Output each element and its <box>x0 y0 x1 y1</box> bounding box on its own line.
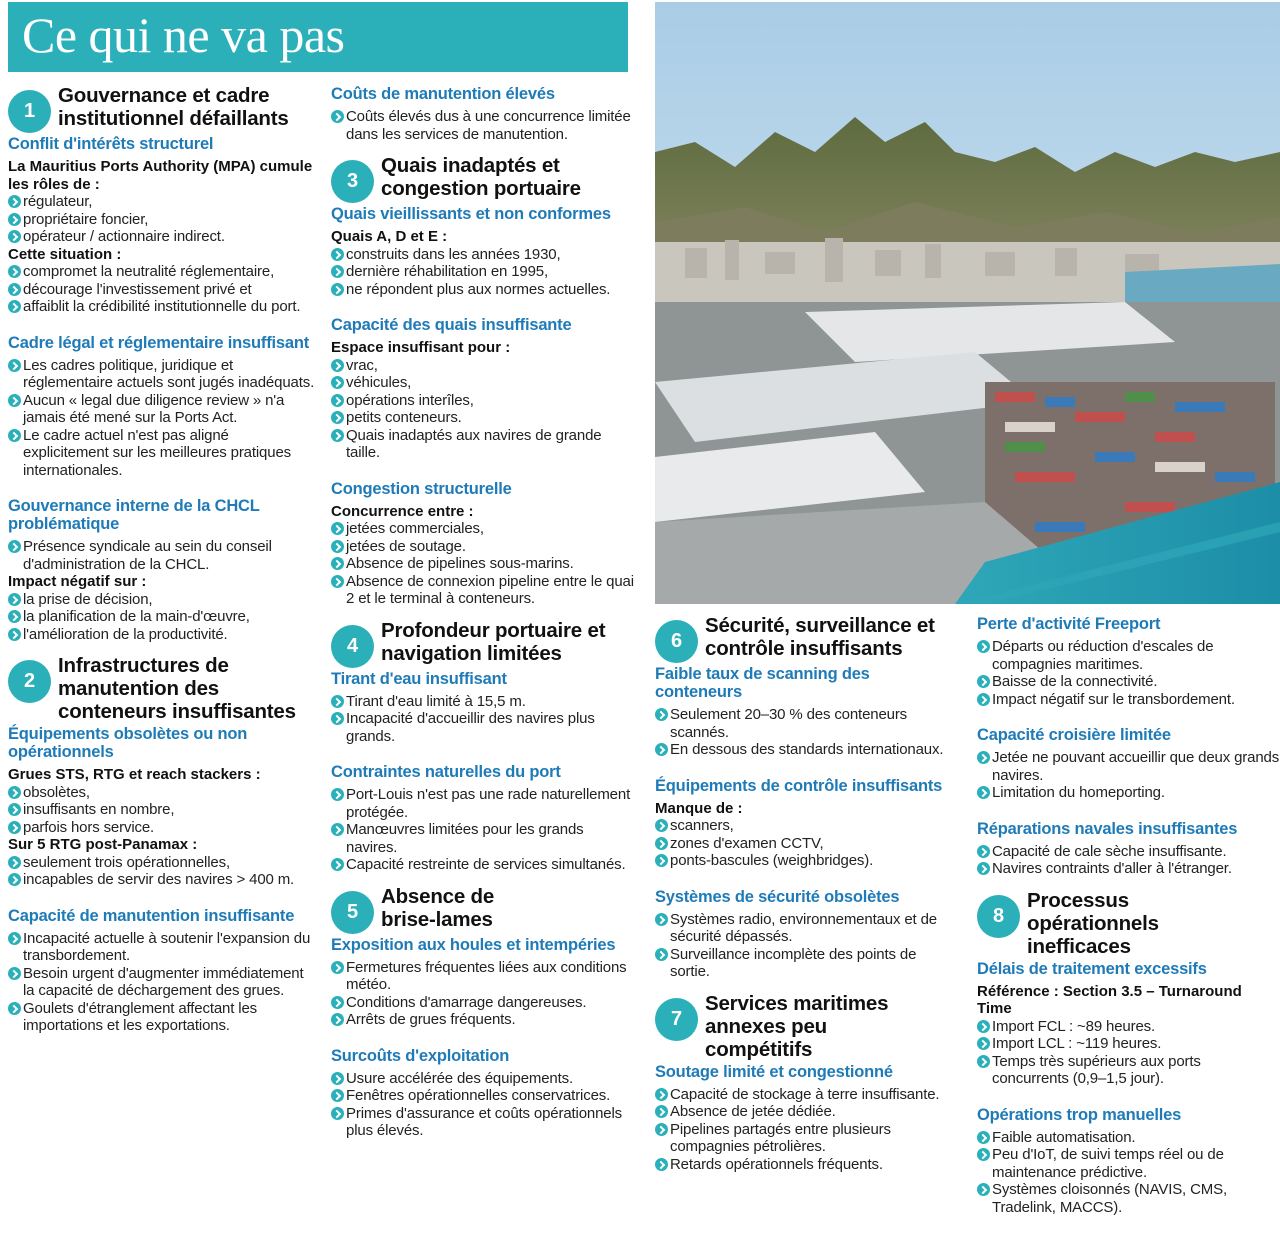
chevron-bullet-icon <box>8 195 21 208</box>
chevron-bullet-icon <box>8 786 21 799</box>
intro-text: Concurrence entre : <box>331 502 474 520</box>
list-item: Impact négatif sur le transbordement. <box>977 691 1280 709</box>
chevron-bullet-icon <box>977 845 990 858</box>
list-item: Arrêts de grues fréquents. <box>331 1011 636 1029</box>
section-4-title: Profondeur portuaire et navigation limitées <box>381 618 606 665</box>
chevron-bullet-icon <box>331 1107 344 1120</box>
bullet-list <box>655 706 957 759</box>
subheading: Équipements de contrôle insuffisants <box>655 776 943 795</box>
list-item: l'amélioration de la productivité. <box>8 626 318 644</box>
list-item: Absence de connexion pipeline entre le quai 2 et le terminal à conteneurs. <box>331 573 636 608</box>
chevron-bullet-icon <box>655 1123 668 1136</box>
chevron-bullet-icon <box>8 821 21 834</box>
list-item: Import FCL : ~89 heures. <box>977 1018 1280 1036</box>
chevron-bullet-icon <box>331 1072 344 1085</box>
subheading: Congestion structurelle <box>331 479 512 498</box>
bullet-list <box>977 1018 1280 1088</box>
section-3-title: Quais inadaptés et congestion portuaire <box>381 154 581 200</box>
chevron-bullet-icon <box>655 819 668 832</box>
port-photo-illustration <box>655 2 1280 604</box>
section-1-number: 1 <box>8 90 51 133</box>
chevron-bullet-icon <box>8 283 21 296</box>
list-item: Port-Louis n'est pas une rade naturellement protégée. <box>331 786 636 821</box>
chevron-bullet-icon <box>331 695 344 708</box>
list-item: insuffisants en nombre, <box>8 801 318 819</box>
chevron-bullet-icon <box>977 640 990 653</box>
column-1 <box>8 84 318 1244</box>
subheading: Capacité croisière limitée <box>977 726 1171 744</box>
subheading: Réparations navales insuffisantes <box>977 819 1238 838</box>
chevron-bullet-icon <box>977 751 990 764</box>
bullet-list <box>977 638 1280 708</box>
list-item: la prise de décision, <box>8 591 318 609</box>
bullet-list <box>8 538 318 573</box>
list-item: ne répondent plus aux normes actuelles. <box>331 281 636 299</box>
chevron-bullet-icon <box>8 540 21 553</box>
section-3-header <box>331 154 636 203</box>
list-item: petits conteneurs. <box>331 409 636 427</box>
section-7-number: 7 <box>655 998 698 1041</box>
chevron-bullet-icon <box>8 803 21 816</box>
bullet-list <box>8 193 318 246</box>
chevron-bullet-icon <box>331 411 344 424</box>
subheading: Équipements obsolètes ou non opérationnels <box>8 725 248 761</box>
bullet-list <box>8 263 318 316</box>
chevron-bullet-icon <box>655 913 668 926</box>
chevron-bullet-icon <box>8 610 21 623</box>
subheading: Conflit d'intérêts structurel <box>8 135 214 153</box>
chevron-bullet-icon <box>8 593 21 606</box>
bullet-list <box>331 959 636 1029</box>
chevron-bullet-icon <box>977 693 990 706</box>
list-item: ponts-bascules (weighbridges). <box>655 852 957 870</box>
bullet-list <box>655 817 957 870</box>
section-4-header <box>331 619 636 668</box>
chevron-bullet-icon <box>331 712 344 725</box>
chevron-bullet-icon <box>8 394 21 407</box>
page-title: Ce qui ne va pas <box>22 7 345 63</box>
chevron-bullet-icon <box>977 1037 990 1050</box>
chevron-bullet-icon <box>331 110 344 123</box>
subheading: Soutage limité et congestionné <box>655 1062 893 1081</box>
chevron-bullet-icon <box>331 961 344 974</box>
section-7-title: Services maritimes annexes peu compétitifs <box>705 991 889 1061</box>
title-banner <box>8 2 628 72</box>
chevron-bullet-icon <box>655 854 668 867</box>
list-item: scanners, <box>655 817 957 835</box>
intro-text: Espace insuffisant pour : <box>331 339 511 356</box>
list-item: Tirant d'eau limité à 15,5 m. <box>331 693 636 711</box>
chevron-bullet-icon <box>8 967 21 980</box>
list-item: Systèmes cloisonnés (NAVIS, CMS, Tradelink, MACCS). <box>977 1181 1280 1216</box>
chevron-bullet-icon <box>331 376 344 389</box>
chevron-bullet-icon <box>331 540 344 553</box>
bullet-list <box>655 1086 957 1174</box>
section-7-header <box>655 992 957 1061</box>
list-item: la planification de la main-d'œuvre, <box>8 608 318 626</box>
bullet-list <box>331 246 636 299</box>
chevron-bullet-icon <box>331 429 344 442</box>
list-item: Coûts élevés dus à une concurrence limitée dans les services de manutention. <box>331 108 636 143</box>
list-item: Faible automatisation. <box>977 1129 1280 1147</box>
list-item: Usure accélérée des équipements. <box>331 1070 636 1088</box>
subheading: Cadre légal et réglementaire insuffisant <box>8 333 310 352</box>
list-item: vrac, <box>331 357 636 375</box>
port-aerial-photo <box>655 2 1280 604</box>
chevron-bullet-icon <box>331 858 344 871</box>
chevron-bullet-icon <box>331 575 344 588</box>
list-item: Capacité restreinte de services simultanés. <box>331 856 636 874</box>
chevron-bullet-icon <box>331 283 344 296</box>
chevron-bullet-icon <box>331 248 344 261</box>
section-8-number: 8 <box>977 895 1020 938</box>
list-item: Quais inadaptés aux navires de grande taille. <box>331 427 636 462</box>
list-item: opérations interîles, <box>331 392 636 410</box>
list-item: Surveillance incomplète des points de sortie. <box>655 946 957 981</box>
list-item: Capacité de cale sèche insuffisante. <box>977 843 1280 861</box>
bullet-list <box>8 784 318 837</box>
bullet-list <box>977 1129 1280 1217</box>
chevron-bullet-icon <box>331 788 344 801</box>
chevron-bullet-icon <box>655 1105 668 1118</box>
column-2 <box>331 84 636 1244</box>
chevron-bullet-icon <box>655 708 668 721</box>
chevron-bullet-icon <box>331 996 344 1009</box>
chevron-bullet-icon <box>331 265 344 278</box>
chevron-bullet-icon <box>331 557 344 570</box>
bullet-list <box>977 749 1280 802</box>
section-6-number: 6 <box>655 620 698 663</box>
chevron-bullet-icon <box>8 1002 21 1015</box>
list-item: Primes d'assurance et coûts opérationnels plus élevés. <box>331 1105 636 1140</box>
chevron-bullet-icon <box>331 522 344 535</box>
list-item: construits dans les années 1930, <box>331 246 636 264</box>
bullet-list <box>331 1070 636 1140</box>
list-item: Pipelines partagés entre plusieurs compagnies pétrolières. <box>655 1121 957 1156</box>
intro-text: Sur 5 RTG post-Panamax : <box>8 836 198 853</box>
column-4 <box>977 614 1280 1244</box>
list-item: Incapacité actuelle à soutenir l'expansion du transbordement. <box>8 930 318 965</box>
section-5-header <box>331 885 636 934</box>
list-item: propriétaire foncier, <box>8 211 318 229</box>
list-item: Limitation du homeporting. <box>977 784 1280 802</box>
chevron-bullet-icon <box>8 300 21 313</box>
chevron-bullet-icon <box>8 213 21 226</box>
list-item: Peu d'IoT, de suivi temps réel ou de maintenance prédictive. <box>977 1146 1280 1181</box>
list-item: Départs ou réduction d'escales de compagnies maritimes. <box>977 638 1280 673</box>
bullet-list <box>8 591 318 644</box>
intro-text: Manque de : <box>655 799 743 817</box>
chevron-bullet-icon <box>8 359 21 372</box>
chevron-bullet-icon <box>331 823 344 836</box>
subheading: Exposition aux houles et intempéries <box>331 935 616 954</box>
subheading: Délais de traitement excessifs <box>977 959 1207 978</box>
section-3-number: 3 <box>331 160 374 203</box>
intro-text: Quais A, D et E : <box>331 228 448 245</box>
list-item: Import LCL : ~119 heures. <box>977 1035 1280 1053</box>
chevron-bullet-icon <box>655 948 668 961</box>
section-2-header <box>8 654 318 723</box>
list-item: Seulement 20–30 % des conteneurs scannés. <box>655 706 957 741</box>
list-item: Systèmes radio, environnementaux et de sécurité dépassés. <box>655 911 957 946</box>
bullet-list <box>8 854 318 889</box>
intro-text: Grues STS, RTG et reach stackers : <box>8 766 261 783</box>
bullet-list <box>331 786 636 874</box>
chevron-bullet-icon <box>977 1055 990 1068</box>
list-item: opérateur / actionnaire indirect. <box>8 228 318 246</box>
section-6-header <box>655 614 957 663</box>
intro-text: Référence : Section 3.5 – Turnaround Time <box>977 982 1242 1017</box>
section-5-number: 5 <box>331 891 374 934</box>
list-item: Aucun « legal due diligence review » n'a jamais été mené sur la Ports Act. <box>8 392 318 427</box>
bullet-list <box>331 357 636 462</box>
list-item: Retards opérationnels fréquents. <box>655 1156 957 1174</box>
subheading: Systèmes de sécurité obsolètes <box>655 887 900 906</box>
list-item: seulement trois opérationnelles, <box>8 854 318 872</box>
section-1-title: Gouvernance et cadre institutionnel défaillants <box>58 84 289 130</box>
chevron-bullet-icon <box>655 743 668 756</box>
chevron-bullet-icon <box>8 856 21 869</box>
subheading: Coûts de manutention élevés <box>331 85 555 103</box>
chevron-bullet-icon <box>977 1148 990 1161</box>
chevron-bullet-icon <box>655 1088 668 1101</box>
bullet-list <box>331 108 636 143</box>
chevron-bullet-icon <box>8 628 21 641</box>
chevron-bullet-icon <box>331 394 344 407</box>
bullet-list <box>331 693 636 746</box>
list-item: régulateur, <box>8 193 318 211</box>
list-item: Besoin urgent d'augmenter immédiatement la capacité de déchargement des grues. <box>8 965 318 1000</box>
section-8-header <box>977 889 1280 958</box>
section-4-number: 4 <box>331 625 374 668</box>
subheading: Surcoûts d'exploitation <box>331 1046 510 1065</box>
chevron-bullet-icon <box>8 429 21 442</box>
list-item: Absence de pipelines sous-marins. <box>331 555 636 573</box>
list-item: Goulets d'étranglement affectant les importations et les exportations. <box>8 1000 318 1035</box>
chevron-bullet-icon <box>331 359 344 372</box>
list-item: Incapacité d'accueillir des navires plus grands. <box>331 710 636 745</box>
list-item: véhicules, <box>331 374 636 392</box>
chevron-bullet-icon <box>977 1183 990 1196</box>
list-item: incapables de servir des navires > 400 m. <box>8 871 318 889</box>
chevron-bullet-icon <box>8 230 21 243</box>
chevron-bullet-icon <box>977 1020 990 1033</box>
list-item: Temps très supérieurs aux ports concurrents (0,9–1,5 jour). <box>977 1053 1280 1088</box>
bullet-list <box>8 930 318 1035</box>
list-item: zones d'examen CCTV, <box>655 835 957 853</box>
subheading: Contraintes naturelles du port <box>331 763 561 781</box>
intro-text: La Mauritius Ports Authority (MPA) cumule les rôles de : <box>8 158 313 193</box>
list-item: décourage l'investissement privé et <box>8 281 318 299</box>
section-8-title: Processus opérationnels inefficaces <box>1027 888 1159 958</box>
subheading: Tirant d'eau insuffisant <box>331 669 507 688</box>
bullet-list <box>331 520 636 608</box>
chevron-bullet-icon <box>977 675 990 688</box>
list-item: Capacité de stockage à terre insuffisante. <box>655 1086 957 1104</box>
section-2-number: 2 <box>8 660 51 703</box>
bullet-list <box>977 843 1280 878</box>
list-item: obsolètes, <box>8 784 318 802</box>
list-item: dernière réhabilitation en 1995, <box>331 263 636 281</box>
subheading: Opérations trop manuelles <box>977 1105 1182 1124</box>
column-3 <box>655 614 957 1244</box>
list-item: Manœuvres limitées pour les grands navires. <box>331 821 636 856</box>
list-item: parfois hors service. <box>8 819 318 837</box>
chevron-bullet-icon <box>977 786 990 799</box>
intro-text: Impact négatif sur : <box>8 573 147 590</box>
list-item: jetées commerciales, <box>331 520 636 538</box>
chevron-bullet-icon <box>8 873 21 886</box>
list-item: Baisse de la connectivité. <box>977 673 1280 691</box>
intro-text: Cette situation : <box>8 245 122 263</box>
list-item: En dessous des standards internationaux. <box>655 741 957 759</box>
chevron-bullet-icon <box>331 1089 344 1102</box>
list-item: Le cadre actuel n'est pas aligné explicitement sur les meilleures pratiques internationales. <box>8 427 318 480</box>
subheading: Quais vieillissants et non conformes <box>331 205 611 223</box>
bullet-list <box>655 911 957 981</box>
list-item: Jetée ne pouvant accueillir que deux grands navires. <box>977 749 1280 784</box>
list-item: affaiblit la crédibilité institutionnelle du port. <box>8 298 318 316</box>
subheading: Faible taux de scanning des conteneurs <box>655 665 870 701</box>
section-1-header <box>8 84 318 133</box>
chevron-bullet-icon <box>977 1131 990 1144</box>
chevron-bullet-icon <box>8 265 21 278</box>
chevron-bullet-icon <box>977 862 990 875</box>
list-item: Fenêtres opérationnelles conservatrices. <box>331 1087 636 1105</box>
chevron-bullet-icon <box>655 837 668 850</box>
subheading: Gouvernance interne de la CHCL problématique <box>8 497 260 533</box>
subheading: Perte d'activité Freeport <box>977 615 1161 633</box>
list-item: Conditions d'amarrage dangereuses. <box>331 994 636 1012</box>
section-6-title: Sécurité, surveillance et contrôle insuffisants <box>705 614 935 660</box>
list-item: Présence syndicale au sein du conseil d'administration de la CHCL. <box>8 538 318 573</box>
list-item: compromet la neutralité réglementaire, <box>8 263 318 281</box>
list-item: Les cadres politique, juridique et réglementaire actuels sont jugés inadéquats. <box>8 357 318 392</box>
subheading: Capacité des quais insuffisante <box>331 316 572 334</box>
list-item: Fermetures fréquentes liées aux conditions météo. <box>331 959 636 994</box>
list-item: Navires contraints d'aller à l'étranger. <box>977 860 1280 878</box>
section-5-title: Absence de brise-lames <box>381 884 495 931</box>
subheading: Capacité de manutention insuffisante <box>8 906 295 925</box>
section-2-title: Infrastructures de manutention des conteneurs insuffisantes <box>58 654 296 723</box>
bullet-list <box>8 357 318 480</box>
list-item: jetées de soutage. <box>331 538 636 556</box>
chevron-bullet-icon <box>8 932 21 945</box>
chevron-bullet-icon <box>655 1158 668 1171</box>
chevron-bullet-icon <box>331 1013 344 1026</box>
list-item: Absence de jetée dédiée. <box>655 1103 957 1121</box>
